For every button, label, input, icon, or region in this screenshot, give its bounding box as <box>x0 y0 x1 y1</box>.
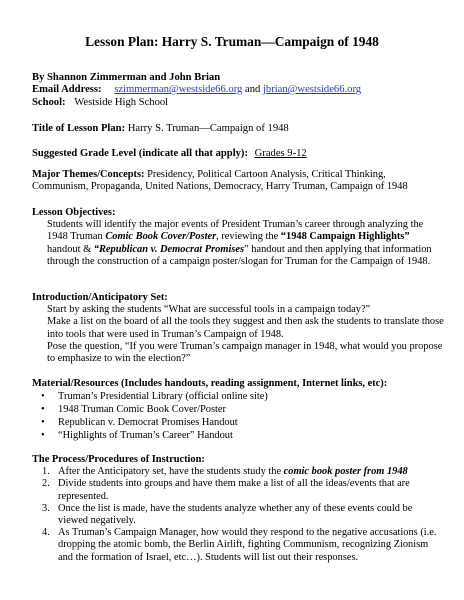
school-line <box>32 97 444 109</box>
email-link-brian[interactable]: jbrian@westside66.org <box>262 84 362 95</box>
list-item: • “Highlights of Truman’s Career” Handout <box>41 430 233 442</box>
themes-label: Major Themes/Concepts: <box>32 169 145 180</box>
list-item: • Republican v. Democrat Promises Handout <box>41 417 238 429</box>
objectives-paragraph <box>32 219 444 268</box>
school-label: School: <box>32 97 66 108</box>
bullet-icon: • <box>41 430 45 442</box>
email-link-zimmerman[interactable]: szimmerman@westside66.org <box>114 84 243 95</box>
introduction-heading: Introduction/Anticipatory Set: <box>32 292 168 303</box>
materials-section <box>32 378 444 442</box>
process-comic-book-poster: comic book poster from 1948 <box>283 466 408 478</box>
list-item: 3. Once the list is made, have the students analyze whether any of these events could be viewed negatively. <box>42 502 413 527</box>
introduction-section <box>32 292 444 365</box>
process-heading: The Process/Procedures of Instruction: <box>32 454 205 465</box>
objectives-text-1: Students will identify the major events of President Truman’s career through analyzing the 1948 Truman <box>47 219 424 243</box>
themes-line-1: Presidency, Political Cartoon Analysis, Critical Thinking, <box>147 169 386 180</box>
themes-section <box>32 169 444 193</box>
email-label: Email Address: <box>32 84 102 95</box>
document-title: Lesson Plan: Harry S. Truman—Campaign of 1948 <box>85 34 379 49</box>
introduction-paragraph-3: Pose the question, “If you were Truman’s campaign manager in 1948, what would you propose to emphasize to win the election?” <box>47 340 443 365</box>
objectives-text-5: handout & <box>47 243 94 255</box>
list-item: 2. Divide students into groups and have them make a list of all the ideas/events that are represented. <box>42 478 410 502</box>
materials-heading: Material/Resources (Includes handouts, reading assignment, Internet links, etc): <box>32 378 388 389</box>
objectives-section <box>32 207 444 268</box>
process-section <box>32 454 444 564</box>
materials-list <box>32 390 444 442</box>
process-steps <box>32 466 444 564</box>
objectives-heading: Lesson Objectives: <box>32 207 116 218</box>
themes-line-2: Communism, Propaganda, United Nations, Democracy, Harry Truman, Campaign of 1948 <box>32 181 408 193</box>
introduction-paragraph-2: Make a list on the board of all the tools they suggest and then ask the students to translate those into tools that were used in Truman’s Campaign of 1948. <box>47 316 444 340</box>
objectives-text-7: ” handout and then applying that information through the construction of a campaign poster/slogan for Truman for the Campaign of 1948. <box>47 243 432 267</box>
objectives-highlights: “1948 Campaign Highlights” <box>280 231 410 243</box>
list-item: • 1948 Truman Comic Book Cover/Poster <box>41 404 226 416</box>
email-and: and <box>245 84 261 95</box>
bullet-icon: • <box>41 417 45 429</box>
list-item: 1. After the Anticipatory set, have the students study the comic book poster from 1948 <box>42 466 408 478</box>
email-line <box>32 84 444 96</box>
introduction-paragraph-1: Start by asking the students “What are successful tools in a campaign today?” <box>47 304 371 316</box>
school-value: Westside High School <box>74 97 169 108</box>
list-item: • Truman’s Presidential Library (official online site) <box>41 391 268 403</box>
lesson-title-label: Title of Lesson Plan: <box>32 123 126 134</box>
objectives-comic-book: Comic Book Cover/Poster <box>105 231 217 243</box>
list-item: 4. As Truman’s Campaign Manager, how would they respond to the negative accusations (i.e. dropping the atomic bomb, the Berlin Airlift, fighting Communism, recognizing Zionism and the formation of Israel, etc…). Students will list out their responses. <box>42 527 437 563</box>
grade-level-line <box>32 148 444 160</box>
objectives-text-3: , reviewing the <box>216 231 281 243</box>
lesson-title-line <box>32 123 444 135</box>
grade-level-label: Suggested Grade Level (indicate all that apply): <box>32 148 248 159</box>
bullet-icon: • <box>41 391 45 403</box>
grade-level-value: Grades 9-12 <box>254 148 307 159</box>
bullet-icon: • <box>41 404 45 416</box>
authors-line: By Shannon Zimmerman and John Brian <box>32 72 221 83</box>
objectives-promises: “Republican v. Democrat Promises <box>93 243 245 255</box>
lesson-title-value: Harry S. Truman—Campaign of 1948 <box>127 123 289 134</box>
